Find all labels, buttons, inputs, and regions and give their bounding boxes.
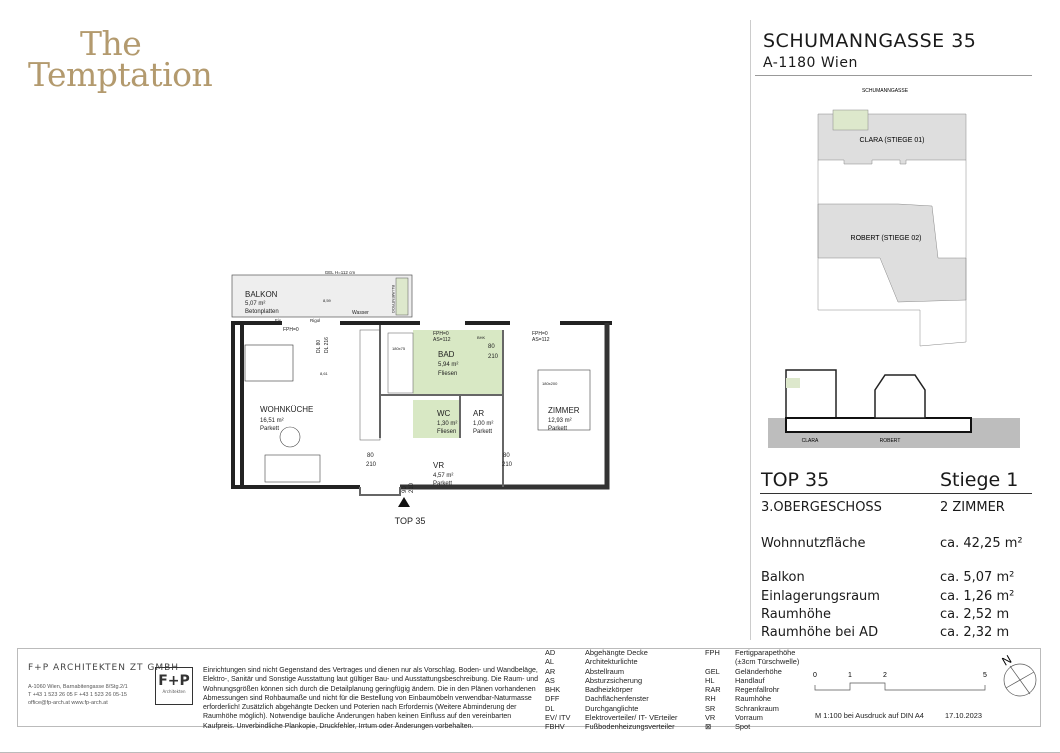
- room-area-balkon: 5,07 m²: [245, 301, 266, 307]
- building-clara: CLARA (STIEGE 01): [859, 137, 925, 144]
- street-label: SCHUMANNGASSE: [861, 88, 909, 94]
- legend-meaning: (±3cm Türschwelle): [735, 657, 800, 667]
- room-name-bad: BAD: [438, 350, 455, 359]
- legend-row: [705, 676, 799, 685]
- room-area-wc: 1,30 m²: [437, 421, 458, 427]
- planter-label: BLUMENTROG: [391, 285, 396, 314]
- legend-meaning: Geländerhöhe: [735, 666, 782, 676]
- legend-meaning: Raumhöhe: [735, 694, 772, 704]
- legend-row: [705, 667, 799, 676]
- railing-height: GEL H=112 cm: [324, 270, 356, 275]
- legend-meaning: Abstellraum: [585, 666, 625, 676]
- legend-row: [545, 722, 677, 731]
- area-value: ca. 1,26 m²: [940, 589, 1015, 604]
- door-width: 80: [367, 453, 374, 459]
- legend-row: [545, 657, 677, 666]
- room-name-wc: WC: [437, 409, 451, 418]
- legend-meaning: Schrankraum: [735, 703, 779, 713]
- room-name-ar: AR: [473, 409, 485, 418]
- scale-tick: 0: [813, 672, 817, 679]
- legend-abbr: AS: [545, 675, 555, 685]
- architect-address: A-1060 Wien, Barnabitengasse 8/Stg.2/1: [28, 684, 128, 690]
- door-width: 90: [402, 486, 408, 493]
- water-label: Wasser: [352, 310, 369, 316]
- north-label: N: [999, 652, 1015, 669]
- legend-abbr: AD: [545, 648, 556, 657]
- legend-abbrev-1: [545, 648, 677, 732]
- room-name-vr: VR: [433, 461, 445, 470]
- door-height: 210: [366, 462, 377, 468]
- bed-size: 180x200: [542, 381, 558, 386]
- legend-row: [545, 694, 677, 703]
- door-width: 80: [503, 453, 510, 459]
- door-height: 210: [409, 482, 415, 493]
- room-area-vr: 4,57 m²: [433, 473, 454, 479]
- legend-abbr: FBHV: [545, 722, 565, 732]
- room-floor-balkon: Betonplatten: [245, 309, 279, 315]
- architect-phone: T +43 1 523 26 05 F +43 1 523 26 05-15: [28, 692, 127, 698]
- legend-meaning: Handlauf: [735, 675, 765, 685]
- legend-abbr: RAR: [705, 685, 721, 695]
- legend-row: [705, 685, 799, 694]
- room-area-zimmer: 12,93 m²: [548, 418, 572, 424]
- legend-row: [705, 657, 799, 666]
- area-value: ca. 2,52 m: [940, 607, 1010, 622]
- legend-abbr: DFF: [545, 694, 560, 704]
- legend-abbr: RH: [705, 694, 716, 704]
- room-name-wohnkueche: WOHNKÜCHE: [260, 405, 314, 414]
- legend-abbr: AL: [545, 657, 555, 667]
- scale-text: M 1:100 bei Ausdruck auf DIN A4: [815, 711, 924, 720]
- scale-tick: 2: [883, 672, 887, 679]
- room-floor-bad: Fliesen: [438, 371, 458, 377]
- room-name-zimmer: ZIMMER: [548, 406, 580, 415]
- legend-row: [705, 722, 799, 731]
- site-plan: [760, 80, 1020, 450]
- legend-row: [545, 676, 677, 685]
- room-floor-zimmer: Parkett: [548, 426, 568, 432]
- door-height: 210: [502, 462, 513, 468]
- area-label: Balkon: [761, 570, 805, 585]
- legend-row: [705, 648, 799, 657]
- legend-row: [705, 713, 799, 722]
- building-robert: ROBERT (STIEGE 02): [850, 235, 922, 242]
- legend-row: [545, 667, 677, 676]
- section-clara: CLARA: [801, 438, 819, 444]
- project-logo: [28, 24, 213, 94]
- logo-subtext: Architekten: [162, 689, 186, 694]
- city: A-1180 Wien: [763, 55, 858, 71]
- fph-note: FPH=0: [532, 331, 548, 337]
- legend-meaning: Absturzsicherung: [585, 675, 643, 685]
- door-width: 80: [488, 344, 495, 350]
- floor-plan: [220, 265, 620, 530]
- room-area-bad: 5,94 m²: [438, 362, 459, 368]
- legend-meaning: Badheizkörper: [585, 685, 633, 695]
- legend-meaning: Fußbodenheizungsverteiler: [585, 722, 675, 732]
- legend-abbr: FPH: [705, 648, 720, 657]
- tub-size: 180x75: [392, 346, 406, 351]
- unit-number: TOP 35: [761, 469, 830, 491]
- legend-row: [705, 704, 799, 713]
- logo-line2: Temptation: [28, 55, 213, 94]
- area-value: ca. 2,32 m: [940, 625, 1010, 640]
- legend-meaning: Dachflächenfenster: [585, 694, 649, 704]
- legend-abbr: ⊠: [705, 722, 712, 732]
- legend-abbr: VR: [705, 713, 716, 723]
- legend-abbr: EV/ ITV: [545, 713, 571, 723]
- rigol-label: Rigol: [310, 318, 321, 323]
- architect-contact: [28, 683, 128, 707]
- legend-abbr: AR: [545, 666, 556, 676]
- legend-meaning: Durchganglichte: [585, 703, 639, 713]
- divider: [760, 493, 1032, 494]
- legend-meaning: Abgehängte Decke: [585, 648, 648, 657]
- legend-row: [545, 648, 677, 657]
- bhk-note: BHK: [477, 335, 486, 340]
- divider: [750, 20, 751, 640]
- legend-abbr: SR: [705, 703, 716, 713]
- north-arrow-icon: [995, 650, 1040, 700]
- legend-row: [705, 694, 799, 703]
- area-label: Einlagerungsraum: [761, 589, 880, 604]
- fph-note: FPH=0: [433, 331, 449, 337]
- area-label: Raumhöhe bei AD: [761, 625, 879, 640]
- height-mark: 8,59: [323, 298, 331, 303]
- entrance-label: TOP 35: [394, 516, 426, 526]
- legend-row: [545, 704, 677, 713]
- divider: [755, 75, 1032, 76]
- area-label: Raumhöhe: [761, 607, 832, 622]
- door-height: 210: [488, 354, 499, 360]
- legend-abbrev-2: [705, 648, 799, 732]
- legend-abbr: DL: [545, 703, 555, 713]
- legend-meaning: Regenfallrohr: [735, 685, 780, 695]
- room-area-wohnkueche: 16,51 m²: [260, 418, 284, 424]
- legend-row: [545, 713, 677, 722]
- scale-tick: 1: [848, 672, 852, 679]
- room-area-ar: 1,00 m²: [473, 421, 494, 427]
- fph-note: FPH=0: [283, 327, 299, 333]
- dl-note: DL 80: [316, 339, 322, 353]
- legend-meaning: Architekturlichte: [585, 657, 638, 667]
- legend-row: [545, 685, 677, 694]
- floor-level: 3.OBERGESCHOSS: [761, 500, 882, 515]
- room-floor-ar: Parkett: [473, 429, 493, 435]
- legend-abbr: HL: [705, 675, 715, 685]
- area-label: Wohnnutzfläche: [761, 536, 866, 551]
- area-value: ca. 5,07 m²: [940, 570, 1015, 585]
- legend-meaning: Vorraum: [735, 713, 763, 723]
- section-robert: ROBERT: [879, 438, 901, 444]
- area-value: ca. 42,25 m²: [940, 536, 1023, 551]
- legend-meaning: Elektroverteiler/ IT- VErteiler: [585, 713, 678, 723]
- room-name-balkon: BALKON: [245, 290, 278, 299]
- height-mark: 8,61: [320, 371, 328, 376]
- legend-abbr: GEL: [705, 666, 720, 676]
- architect-logo: [155, 667, 193, 705]
- architect-web: office@fp-arch.at www.fp-arch.at: [28, 700, 108, 706]
- stiege: Stiege 1: [940, 469, 1019, 491]
- room-floor-wohnkueche: Parkett: [260, 426, 280, 432]
- legend-abbr: BHK: [545, 685, 561, 695]
- scale-tick: 5: [983, 672, 987, 679]
- as-note: AS=112: [532, 337, 550, 343]
- legend-abbr: [705, 657, 735, 666]
- dl-note: DL 216: [324, 337, 330, 353]
- plan-date: 17.10.2023: [945, 711, 982, 720]
- legend-meaning: Spot: [735, 722, 751, 732]
- room-floor-vr: Parkett: [433, 481, 453, 487]
- scale-bar: [805, 665, 1005, 695]
- disclaimer: Einrichtungen sind nicht Gegenstand des Vertrages und dienen nur als Vorschlag. Boden- und Wandbeläge, Elektro-, Sanitär und Sonstige Ausstattung laut gültiger Bau- und Ausstattungsbeschreibung. Die Raum- und Wohnungsgrößen können sich durch die Detailplanung geringfügig ändern. Die in den Plänen vorhandenen Abmessungen sind Rohbaumaße und nicht für die Bestellung von Einbaumöbeln verwendbar-Naturmasse erforderlich! Zusätzlich abgehängte Decken und Poterien nach Erfordernis (Weitere Abminderung der Raumhöhe möglich). Notwendige bauliche Änderungen haben keinen Einfluss auf den vereinbarten Kaufpreis. Unverbindliche Plankopie, Druckfehler, Irrtum oder Änderungen vorbehalten.: [203, 667, 539, 730]
- room-count: 2 ZIMMER: [940, 500, 1005, 515]
- logo-text: F+P: [158, 673, 190, 689]
- as-note: AS=112: [433, 337, 451, 343]
- legend-meaning: Fertigparapethöhe: [735, 648, 796, 657]
- street-address: SCHUMANNGASSE 35: [763, 30, 977, 52]
- logo-line1: The: [80, 24, 142, 63]
- architect-name: F+P ARCHITEKTEN ZT GMBH: [28, 663, 180, 673]
- room-floor-wc: Fliesen: [437, 429, 457, 435]
- fix-label: Fix: [275, 318, 281, 323]
